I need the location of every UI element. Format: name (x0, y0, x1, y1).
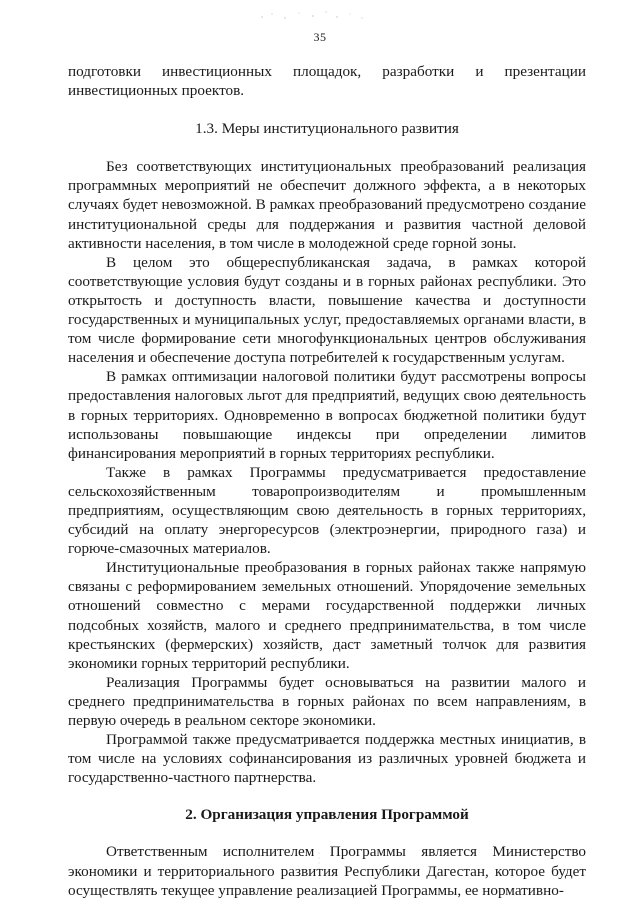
scan-artifact-line (318, 852, 320, 876)
section-1-3-heading: 1.3. Меры институционального развития (195, 120, 459, 138)
scan-artifact (258, 8, 368, 22)
continuation-paragraph: подготовки инвестиционных площадок, разработки и презентации инвестиционных проектов. (68, 63, 586, 100)
paragraph-land-relations: Институциональные преобразования в горных районах также напрямую связаны с реформированием земельных отношений. Упорядочение земельных отношений совместно с мерами государственной поддержки личных подсобных хозяйств, малого и среднего предпринимательства, в том числе крестьянских (фермерских) хозяйств, даст заметный толчок для развития экономики горных территорий республики. (68, 559, 586, 672)
paragraph-tax-policy: В рамках оптимизации налоговой политики будут рассмотрены вопросы предоставления налоговых льгот для предприятий, ведущих свою деятельность в горных территориях. Одновременно в вопросах бюджетной политики будут использованы повышающие индексы при определении лимитов финансирования мероприятий в горных территориях республики. (68, 368, 586, 462)
paragraph-small-business: Реализация Программы будет основываться на развитии малого и среднего предпринимательства в горных районах по всем направлениям, в первую очередь в реальном секторе экономики. (68, 673, 586, 729)
section-2-heading: 2. Организация управления Программой (185, 806, 469, 824)
paragraph-local-initiatives: Программой также предусматривается поддержка местных инициатив, в том числе на условиях софинансирования из различных уровней бюджета и государственно-частного партнерства. (68, 731, 586, 787)
document-body (68, 62, 586, 900)
paragraph-responsible-executor: Ответственным исполнителем Программы является Министерство экономики и территориального развития Республики Дагестан, которое будет осуществлять текущее управление реализацией Программы, ее нормативно- (68, 843, 586, 899)
paragraph-institutional-reforms: Без соответствующих институциональных преобразований реализация программных мероприятий не обеспечит должного эффекта, а в некоторых случаях будет невозможной. В рамках преобразований предусмотрено создание институциональной среды для поддержания и развития частной деловой активности населения, в том числе в молодежной среде горной зоны. (68, 158, 586, 252)
paragraph-subsidies: Также в рамках Программы предусматривается предоставление сельскохозяйственным товаропроизводителям и промышленным предприятиям, осуществляющим свою деятельность в горных территориях, субсидий на оплату энергоресурсов (электроэнергии, природного газа) и горюче-смазочных материалов. (68, 463, 586, 558)
page-number: 35 (313, 30, 327, 44)
paragraph-republic-task: В целом это общереспубликанская задача, в рамках которой соответствующие условия будут созданы и в горных районах республики. Это открытость и доступность власти, повышение качества и доступности государственных и муниципальных услуг, предоставляемых органами власти, в том числе формирование сети многофункциональных центров обслуживания населения и обеспечение доступа потребителей к государственным услугам. (68, 253, 586, 367)
